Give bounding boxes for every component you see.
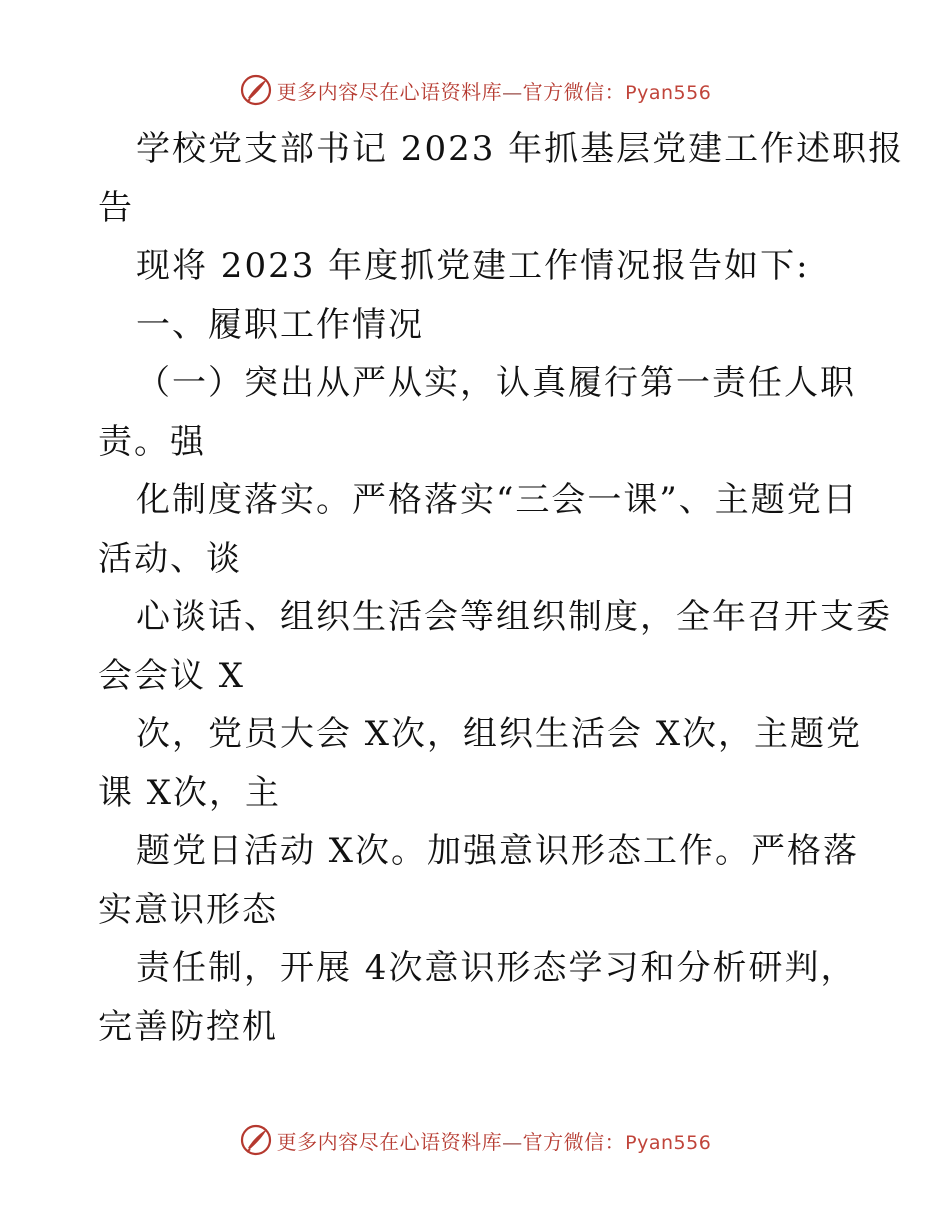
doc-paragraph-line: 责任制，开展 4次意识形态学习和分析研判， xyxy=(136,948,857,988)
doc-paragraph-line: 课 X次，主 xyxy=(98,772,282,813)
banner-wechat-id: Pyan556 xyxy=(625,81,712,104)
doc-paragraph-line: 责。强 xyxy=(98,421,206,462)
quill-circle-logo-icon xyxy=(239,1123,273,1157)
doc-paragraph-line: 化制度落实。严格落实“三会一课”、主题党日 xyxy=(136,480,859,520)
doc-paragraph-line: 现将 2023 年度抓党建工作情况报告如下: xyxy=(136,246,810,286)
doc-paragraph-line: 会会议 X xyxy=(98,655,246,696)
quill-circle-logo-icon xyxy=(239,73,273,107)
doc-paragraph-line: 次，党员大会 X次，组织生活会 X次，主题党 xyxy=(136,714,863,754)
document-body xyxy=(98,120,905,1056)
banner-slogan: 更多内容尽在心语资料库 xyxy=(276,79,503,104)
doc-paragraph-line: 实意识形态 xyxy=(98,889,278,930)
footer-banner xyxy=(0,1118,950,1162)
doc-paragraph-line: 活动、谈 xyxy=(98,538,242,579)
banner-wechat-label: 官方微信： xyxy=(522,79,626,104)
banner-text xyxy=(277,1126,712,1155)
banner-separator: — xyxy=(502,1129,523,1154)
banner-separator: — xyxy=(502,79,523,104)
doc-section-heading: 一、履职工作情况 xyxy=(136,304,424,345)
banner-text xyxy=(277,76,712,105)
doc-title-line-1: 学校党支部书记 2023 年抓基层党建工作述职报 xyxy=(136,129,905,169)
doc-paragraph-line: 完善防控机 xyxy=(98,1006,278,1047)
doc-paragraph-line: 心谈话、组织生活会等组织制度，全年召开支委 xyxy=(136,597,892,637)
doc-title-line-2: 告 xyxy=(98,187,134,228)
banner-wechat-label: 官方微信： xyxy=(522,1129,626,1154)
header-banner xyxy=(0,68,950,112)
banner-wechat-id: Pyan556 xyxy=(625,1131,712,1154)
banner-slogan: 更多内容尽在心语资料库 xyxy=(276,1129,503,1154)
doc-subsection-heading: （一）突出从严从实，认真履行第一责任人职 xyxy=(136,363,856,403)
doc-paragraph-line: 题党日活动 X次。加强意识形态工作。严格落 xyxy=(136,831,860,871)
